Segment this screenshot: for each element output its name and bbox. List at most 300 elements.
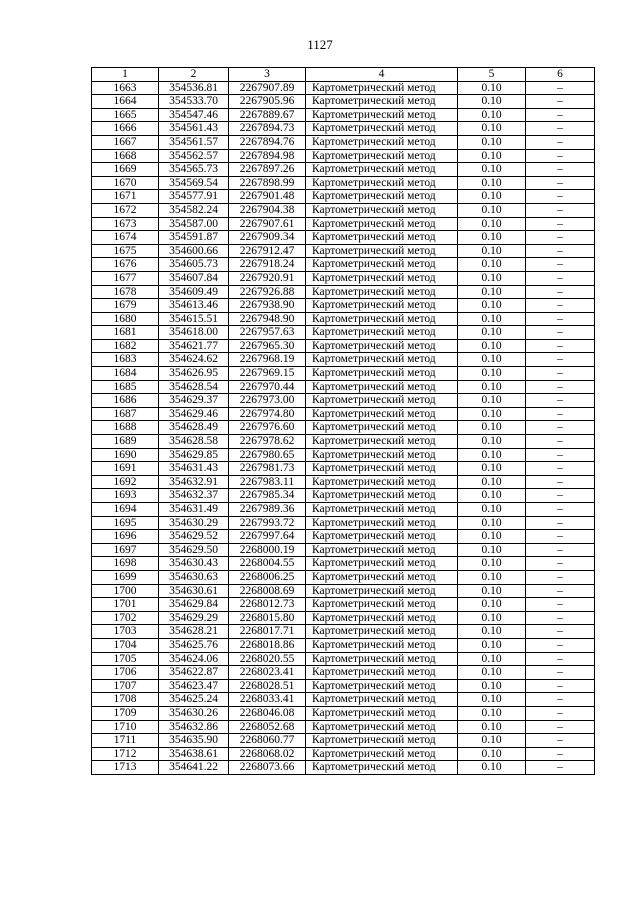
description-cell: – <box>526 693 595 707</box>
description-cell: – <box>526 462 595 476</box>
point-number-cell: 1713 <box>92 761 159 775</box>
accuracy-cell: 0.10 <box>458 652 526 666</box>
point-number-cell: 1697 <box>92 543 159 557</box>
method-cell: Картометрический метод <box>306 557 458 571</box>
y-coordinate-cell: 2267957.63 <box>229 326 306 340</box>
accuracy-cell: 0.10 <box>458 557 526 571</box>
x-coordinate-cell: 354587.00 <box>159 217 229 231</box>
x-coordinate-cell: 354629.50 <box>159 543 229 557</box>
description-cell: – <box>526 407 595 421</box>
point-number-cell: 1663 <box>92 81 159 95</box>
table-row <box>92 489 595 503</box>
accuracy-cell: 0.10 <box>458 625 526 639</box>
method-cell: Картометрический метод <box>306 693 458 707</box>
point-number-cell: 1696 <box>92 530 159 544</box>
y-coordinate-cell: 2267968.19 <box>229 353 306 367</box>
table-row <box>92 258 595 272</box>
y-coordinate-cell: 2267894.98 <box>229 149 306 163</box>
table-row <box>92 394 595 408</box>
accuracy-cell: 0.10 <box>458 503 526 517</box>
accuracy-cell: 0.10 <box>458 679 526 693</box>
table-row <box>92 734 595 748</box>
method-cell: Картометрический метод <box>306 489 458 503</box>
method-cell: Картометрический метод <box>306 231 458 245</box>
y-coordinate-cell: 2267901.48 <box>229 190 306 204</box>
point-number-cell: 1706 <box>92 666 159 680</box>
x-coordinate-cell: 354565.73 <box>159 163 229 177</box>
table-row <box>92 217 595 231</box>
accuracy-cell: 0.10 <box>458 312 526 326</box>
method-cell: Картометрический метод <box>306 367 458 381</box>
accuracy-cell: 0.10 <box>458 489 526 503</box>
x-coordinate-cell: 354629.85 <box>159 448 229 462</box>
x-coordinate-cell: 354632.91 <box>159 475 229 489</box>
description-cell: – <box>526 747 595 761</box>
x-coordinate-cell: 354618.00 <box>159 326 229 340</box>
accuracy-cell: 0.10 <box>458 326 526 340</box>
x-coordinate-cell: 354626.95 <box>159 367 229 381</box>
point-number-cell: 1699 <box>92 570 159 584</box>
description-cell: – <box>526 666 595 680</box>
accuracy-cell: 0.10 <box>458 190 526 204</box>
point-number-cell: 1703 <box>92 625 159 639</box>
point-number-cell: 1689 <box>92 435 159 449</box>
point-number-cell: 1679 <box>92 299 159 313</box>
table-row <box>92 475 595 489</box>
accuracy-cell: 0.10 <box>458 611 526 625</box>
description-cell: – <box>526 557 595 571</box>
y-coordinate-cell: 2267974.80 <box>229 407 306 421</box>
y-coordinate-cell: 2267989.36 <box>229 503 306 517</box>
x-coordinate-cell: 354561.57 <box>159 135 229 149</box>
description-cell: – <box>526 489 595 503</box>
point-number-cell: 1687 <box>92 407 159 421</box>
table-row <box>92 244 595 258</box>
x-coordinate-cell: 354536.81 <box>159 81 229 95</box>
table-body <box>92 81 595 774</box>
x-coordinate-cell: 354629.29 <box>159 611 229 625</box>
table-row <box>92 462 595 476</box>
accuracy-cell: 0.10 <box>458 570 526 584</box>
table-row <box>92 339 595 353</box>
accuracy-cell: 0.10 <box>458 217 526 231</box>
method-cell: Картометрический метод <box>306 312 458 326</box>
description-cell: – <box>526 231 595 245</box>
accuracy-cell: 0.10 <box>458 407 526 421</box>
description-cell: – <box>526 435 595 449</box>
point-number-cell: 1692 <box>92 475 159 489</box>
table-row <box>92 81 595 95</box>
table-row <box>92 625 595 639</box>
y-coordinate-cell: 2267983.11 <box>229 475 306 489</box>
header-row <box>92 68 595 82</box>
y-coordinate-cell: 2268068.02 <box>229 747 306 761</box>
method-cell: Картометрический метод <box>306 380 458 394</box>
accuracy-cell: 0.10 <box>458 734 526 748</box>
column-header: 5 <box>458 68 526 82</box>
point-number-cell: 1683 <box>92 353 159 367</box>
accuracy-cell: 0.10 <box>458 706 526 720</box>
y-coordinate-cell: 2267976.60 <box>229 421 306 435</box>
point-number-cell: 1707 <box>92 679 159 693</box>
x-coordinate-cell: 354621.77 <box>159 339 229 353</box>
description-cell: – <box>526 761 595 775</box>
y-coordinate-cell: 2268052.68 <box>229 720 306 734</box>
x-coordinate-cell: 354630.63 <box>159 570 229 584</box>
description-cell: – <box>526 339 595 353</box>
y-coordinate-cell: 2267889.67 <box>229 108 306 122</box>
method-cell: Картометрический метод <box>306 258 458 272</box>
coordinates-table <box>91 67 595 775</box>
method-cell: Картометрический метод <box>306 706 458 720</box>
description-cell: – <box>526 326 595 340</box>
y-coordinate-cell: 2268017.71 <box>229 625 306 639</box>
x-coordinate-cell: 354577.91 <box>159 190 229 204</box>
accuracy-cell: 0.10 <box>458 380 526 394</box>
table-row <box>92 285 595 299</box>
x-coordinate-cell: 354628.49 <box>159 421 229 435</box>
y-coordinate-cell: 2267978.62 <box>229 435 306 449</box>
description-cell: – <box>526 299 595 313</box>
point-number-cell: 1665 <box>92 108 159 122</box>
y-coordinate-cell: 2267918.24 <box>229 258 306 272</box>
accuracy-cell: 0.10 <box>458 761 526 775</box>
accuracy-cell: 0.10 <box>458 285 526 299</box>
point-number-cell: 1669 <box>92 163 159 177</box>
table-row <box>92 706 595 720</box>
table-row <box>92 312 595 326</box>
x-coordinate-cell: 354628.21 <box>159 625 229 639</box>
x-coordinate-cell: 354609.49 <box>159 285 229 299</box>
point-number-cell: 1672 <box>92 203 159 217</box>
y-coordinate-cell: 2267894.76 <box>229 135 306 149</box>
point-number-cell: 1701 <box>92 598 159 612</box>
accuracy-cell: 0.10 <box>458 135 526 149</box>
method-cell: Картометрический метод <box>306 638 458 652</box>
x-coordinate-cell: 354628.58 <box>159 435 229 449</box>
point-number-cell: 1702 <box>92 611 159 625</box>
method-cell: Картометрический метод <box>306 475 458 489</box>
accuracy-cell: 0.10 <box>458 176 526 190</box>
description-cell: – <box>526 720 595 734</box>
point-number-cell: 1694 <box>92 503 159 517</box>
x-coordinate-cell: 354605.73 <box>159 258 229 272</box>
description-cell: – <box>526 570 595 584</box>
x-coordinate-cell: 354630.61 <box>159 584 229 598</box>
x-coordinate-cell: 354624.62 <box>159 353 229 367</box>
y-coordinate-cell: 2267965.30 <box>229 339 306 353</box>
method-cell: Картометрический метод <box>306 530 458 544</box>
description-cell: – <box>526 516 595 530</box>
method-cell: Картометрический метод <box>306 734 458 748</box>
table-row <box>92 530 595 544</box>
table-row <box>92 598 595 612</box>
table-row <box>92 720 595 734</box>
description-cell: – <box>526 625 595 639</box>
accuracy-cell: 0.10 <box>458 516 526 530</box>
table-row <box>92 149 595 163</box>
accuracy-cell: 0.10 <box>458 353 526 367</box>
y-coordinate-cell: 2267985.34 <box>229 489 306 503</box>
y-coordinate-cell: 2267912.47 <box>229 244 306 258</box>
method-cell: Картометрический метод <box>306 666 458 680</box>
column-header: 3 <box>229 68 306 82</box>
accuracy-cell: 0.10 <box>458 747 526 761</box>
method-cell: Картометрический метод <box>306 503 458 517</box>
description-cell: – <box>526 584 595 598</box>
table-row <box>92 448 595 462</box>
accuracy-cell: 0.10 <box>458 530 526 544</box>
method-cell: Картометрический метод <box>306 394 458 408</box>
y-coordinate-cell: 2267970.44 <box>229 380 306 394</box>
y-coordinate-cell: 2267969.15 <box>229 367 306 381</box>
description-cell: – <box>526 135 595 149</box>
y-coordinate-cell: 2267997.64 <box>229 530 306 544</box>
accuracy-cell: 0.10 <box>458 720 526 734</box>
x-coordinate-cell: 354632.37 <box>159 489 229 503</box>
x-coordinate-cell: 354561.43 <box>159 122 229 136</box>
table-row <box>92 108 595 122</box>
method-cell: Картометрический метод <box>306 149 458 163</box>
point-number-cell: 1670 <box>92 176 159 190</box>
description-cell: – <box>526 734 595 748</box>
x-coordinate-cell: 354632.86 <box>159 720 229 734</box>
point-number-cell: 1673 <box>92 217 159 231</box>
accuracy-cell: 0.10 <box>458 244 526 258</box>
column-header: 2 <box>159 68 229 82</box>
point-number-cell: 1664 <box>92 95 159 109</box>
accuracy-cell: 0.10 <box>458 435 526 449</box>
table-header <box>92 68 595 82</box>
page-number: 1127 <box>307 37 333 52</box>
y-coordinate-cell: 2267973.00 <box>229 394 306 408</box>
accuracy-cell: 0.10 <box>458 421 526 435</box>
point-number-cell: 1693 <box>92 489 159 503</box>
accuracy-cell: 0.10 <box>458 598 526 612</box>
description-cell: – <box>526 543 595 557</box>
point-number-cell: 1688 <box>92 421 159 435</box>
y-coordinate-cell: 2268046.08 <box>229 706 306 720</box>
accuracy-cell: 0.10 <box>458 638 526 652</box>
method-cell: Картометрический метод <box>306 244 458 258</box>
table-row <box>92 747 595 761</box>
x-coordinate-cell: 354630.29 <box>159 516 229 530</box>
point-number-cell: 1700 <box>92 584 159 598</box>
point-number-cell: 1671 <box>92 190 159 204</box>
method-cell: Картометрический метод <box>306 720 458 734</box>
x-coordinate-cell: 354625.24 <box>159 693 229 707</box>
x-coordinate-cell: 354641.22 <box>159 761 229 775</box>
table-row <box>92 693 595 707</box>
method-cell: Картометрический метод <box>306 421 458 435</box>
description-cell: – <box>526 108 595 122</box>
table-row <box>92 666 595 680</box>
accuracy-cell: 0.10 <box>458 666 526 680</box>
y-coordinate-cell: 2268008.69 <box>229 584 306 598</box>
accuracy-cell: 0.10 <box>458 149 526 163</box>
y-coordinate-cell: 2267926.88 <box>229 285 306 299</box>
point-number-cell: 1711 <box>92 734 159 748</box>
x-coordinate-cell: 354629.37 <box>159 394 229 408</box>
y-coordinate-cell: 2267898.99 <box>229 176 306 190</box>
description-cell: – <box>526 190 595 204</box>
x-coordinate-cell: 354631.49 <box>159 503 229 517</box>
table-row <box>92 203 595 217</box>
y-coordinate-cell: 2267897.26 <box>229 163 306 177</box>
y-coordinate-cell: 2267907.61 <box>229 217 306 231</box>
point-number-cell: 1710 <box>92 720 159 734</box>
accuracy-cell: 0.10 <box>458 584 526 598</box>
description-cell: – <box>526 244 595 258</box>
accuracy-cell: 0.10 <box>458 271 526 285</box>
table-row <box>92 421 595 435</box>
table-row <box>92 95 595 109</box>
method-cell: Картометрический метод <box>306 570 458 584</box>
x-coordinate-cell: 354631.43 <box>159 462 229 476</box>
table-row <box>92 435 595 449</box>
method-cell: Картометрический метод <box>306 95 458 109</box>
description-cell: – <box>526 611 595 625</box>
description-cell: – <box>526 176 595 190</box>
description-cell: – <box>526 530 595 544</box>
description-cell: – <box>526 81 595 95</box>
method-cell: Картометрический метод <box>306 448 458 462</box>
x-coordinate-cell: 354622.87 <box>159 666 229 680</box>
y-coordinate-cell: 2268023.41 <box>229 666 306 680</box>
description-cell: – <box>526 706 595 720</box>
table-row <box>92 231 595 245</box>
method-cell: Картометрический метод <box>306 584 458 598</box>
point-number-cell: 1698 <box>92 557 159 571</box>
method-cell: Картометрический метод <box>306 353 458 367</box>
accuracy-cell: 0.10 <box>458 163 526 177</box>
table-row <box>92 271 595 285</box>
y-coordinate-cell: 2268012.73 <box>229 598 306 612</box>
x-coordinate-cell: 354638.61 <box>159 747 229 761</box>
y-coordinate-cell: 2268073.66 <box>229 761 306 775</box>
y-coordinate-cell: 2268028.51 <box>229 679 306 693</box>
method-cell: Картометрический метод <box>306 611 458 625</box>
method-cell: Картометрический метод <box>306 163 458 177</box>
y-coordinate-cell: 2268006.25 <box>229 570 306 584</box>
y-coordinate-cell: 2267905.96 <box>229 95 306 109</box>
description-cell: – <box>526 679 595 693</box>
column-header: 6 <box>526 68 595 82</box>
y-coordinate-cell: 2267920.91 <box>229 271 306 285</box>
table-row <box>92 326 595 340</box>
description-cell: – <box>526 122 595 136</box>
point-number-cell: 1685 <box>92 380 159 394</box>
point-number-cell: 1686 <box>92 394 159 408</box>
method-cell: Картометрический метод <box>306 462 458 476</box>
method-cell: Картометрический метод <box>306 679 458 693</box>
x-coordinate-cell: 354562.57 <box>159 149 229 163</box>
accuracy-cell: 0.10 <box>458 693 526 707</box>
point-number-cell: 1677 <box>92 271 159 285</box>
description-cell: – <box>526 448 595 462</box>
method-cell: Картометрический метод <box>306 190 458 204</box>
y-coordinate-cell: 2268015.80 <box>229 611 306 625</box>
method-cell: Картометрический метод <box>306 108 458 122</box>
y-coordinate-cell: 2268020.55 <box>229 652 306 666</box>
description-cell: – <box>526 258 595 272</box>
x-coordinate-cell: 354569.54 <box>159 176 229 190</box>
description-cell: – <box>526 312 595 326</box>
point-number-cell: 1680 <box>92 312 159 326</box>
y-coordinate-cell: 2267993.72 <box>229 516 306 530</box>
point-number-cell: 1682 <box>92 339 159 353</box>
method-cell: Картометрический метод <box>306 271 458 285</box>
y-coordinate-cell: 2268060.77 <box>229 734 306 748</box>
y-coordinate-cell: 2267980.65 <box>229 448 306 462</box>
point-number-cell: 1674 <box>92 231 159 245</box>
point-number-cell: 1678 <box>92 285 159 299</box>
method-cell: Картометрический метод <box>306 176 458 190</box>
description-cell: – <box>526 163 595 177</box>
accuracy-cell: 0.10 <box>458 394 526 408</box>
point-number-cell: 1691 <box>92 462 159 476</box>
method-cell: Картометрический метод <box>306 339 458 353</box>
description-cell: – <box>526 394 595 408</box>
point-number-cell: 1668 <box>92 149 159 163</box>
y-coordinate-cell: 2268004.55 <box>229 557 306 571</box>
point-number-cell: 1712 <box>92 747 159 761</box>
description-cell: – <box>526 380 595 394</box>
table-row <box>92 503 595 517</box>
table-row <box>92 543 595 557</box>
method-cell: Картометрический метод <box>306 326 458 340</box>
accuracy-cell: 0.10 <box>458 95 526 109</box>
point-number-cell: 1705 <box>92 652 159 666</box>
x-coordinate-cell: 354629.46 <box>159 407 229 421</box>
x-coordinate-cell: 354629.84 <box>159 598 229 612</box>
x-coordinate-cell: 354625.76 <box>159 638 229 652</box>
method-cell: Картометрический метод <box>306 217 458 231</box>
y-coordinate-cell: 2268033.41 <box>229 693 306 707</box>
accuracy-cell: 0.10 <box>458 258 526 272</box>
accuracy-cell: 0.10 <box>458 367 526 381</box>
point-number-cell: 1681 <box>92 326 159 340</box>
point-number-cell: 1675 <box>92 244 159 258</box>
description-cell: – <box>526 149 595 163</box>
method-cell: Картометрический метод <box>306 203 458 217</box>
accuracy-cell: 0.10 <box>458 122 526 136</box>
method-cell: Картометрический метод <box>306 598 458 612</box>
table-row <box>92 570 595 584</box>
table-row <box>92 163 595 177</box>
method-cell: Картометрический метод <box>306 435 458 449</box>
accuracy-cell: 0.10 <box>458 231 526 245</box>
method-cell: Картометрический метод <box>306 516 458 530</box>
table-row <box>92 611 595 625</box>
column-header: 1 <box>92 68 159 82</box>
method-cell: Картометрический метод <box>306 543 458 557</box>
table-row <box>92 353 595 367</box>
description-cell: – <box>526 503 595 517</box>
description-cell: – <box>526 367 595 381</box>
table-row <box>92 190 595 204</box>
point-number-cell: 1695 <box>92 516 159 530</box>
description-cell: – <box>526 652 595 666</box>
y-coordinate-cell: 2267948.90 <box>229 312 306 326</box>
description-cell: – <box>526 638 595 652</box>
x-coordinate-cell: 354582.24 <box>159 203 229 217</box>
accuracy-cell: 0.10 <box>458 108 526 122</box>
x-coordinate-cell: 354547.46 <box>159 108 229 122</box>
table-row <box>92 407 595 421</box>
accuracy-cell: 0.10 <box>458 81 526 95</box>
y-coordinate-cell: 2267894.73 <box>229 122 306 136</box>
